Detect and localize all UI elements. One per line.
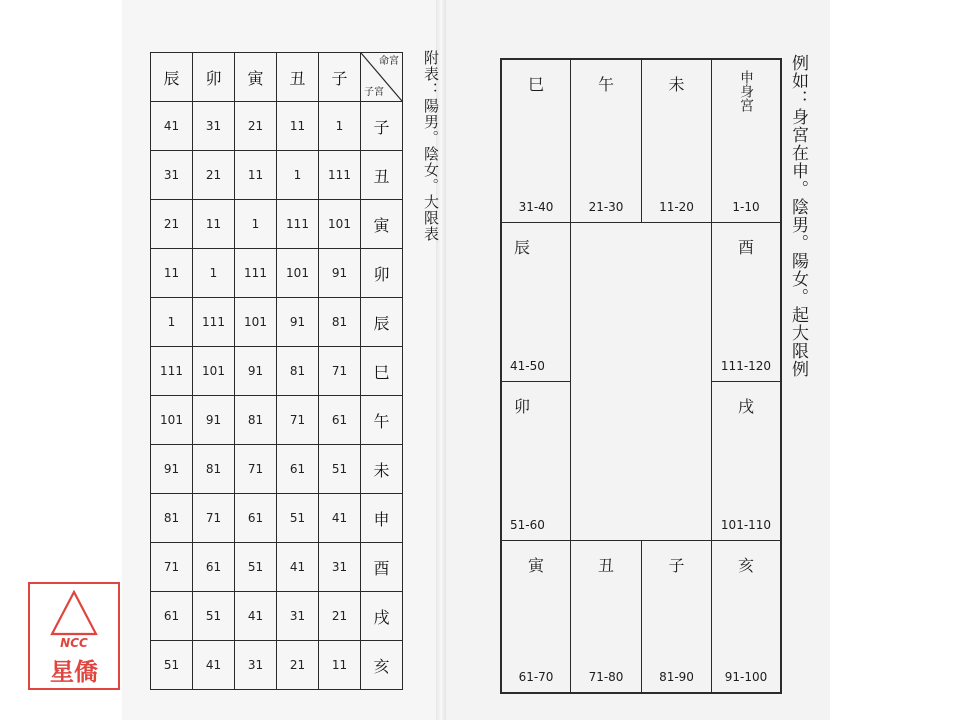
table-cell: 81 [151,494,193,543]
header-cell: 卯 [193,53,235,102]
table-cell: 61 [193,543,235,592]
table-cell: 61 [151,592,193,641]
table-cell: 71 [277,396,319,445]
table-cell: 91 [151,445,193,494]
table-cell: 31 [319,543,361,592]
palace-branch: 亥 [737,556,754,575]
palace-range: 41-50 [510,359,545,373]
table-row [151,347,403,396]
row-branch-label: 丑 [361,151,403,200]
table-cell: 31 [277,592,319,641]
header-cell: 丑 [277,53,319,102]
table-cell: 111 [235,249,277,298]
corner-label-bottom: 子宮 [364,87,384,98]
table-cell: 61 [319,396,361,445]
palace-branch: 酉 [737,238,754,257]
palace-wei [641,59,712,223]
table-cell: 111 [193,298,235,347]
table-cell: 1 [319,102,361,151]
table-cell: 1 [151,298,193,347]
palace-branch: 子 [668,556,685,575]
table-cell: 81 [319,298,361,347]
header-cell: 子 [319,53,361,102]
right-caption: 例如：身宮在申。陰男。陽女。起大限例 [788,54,808,378]
palace-branch: 丑 [597,556,614,575]
table-cell: 91 [277,298,319,347]
palace-chen [501,222,571,382]
palace-range: 71-80 [588,670,624,684]
watermark-stamp [28,582,120,690]
palace-you [711,222,781,382]
palace-si [501,59,571,223]
palace-branch: 戌 [737,397,754,416]
palace-range: 81-90 [659,670,694,684]
row-branch-label: 午 [361,396,403,445]
table-cell: 31 [151,151,193,200]
row-branch-label: 寅 [361,200,403,249]
table-cell: 61 [277,445,319,494]
table-cell: 1 [193,249,235,298]
palace-range: 11-20 [659,200,694,214]
da-xian-table [150,52,403,690]
table-cell: 31 [235,641,277,690]
table-cell: 71 [151,543,193,592]
palace-branch: 辰 [514,238,531,257]
table-cell: 1 [277,151,319,200]
table-cell: 41 [193,641,235,690]
palace-branch: 未 [668,75,685,94]
table-row [151,249,403,298]
palace-branch: 寅 [527,556,544,575]
table-cell: 91 [193,396,235,445]
table-cell: 81 [277,347,319,396]
table-cell: 91 [319,249,361,298]
palace-range: 61-70 [518,670,554,684]
stamp-brand: NCC [60,636,88,650]
table-cell: 71 [319,347,361,396]
table-row [151,200,403,249]
row-branch-label: 巳 [361,347,403,396]
table-cell: 21 [235,102,277,151]
row-branch-label: 辰 [361,298,403,347]
table-cell: 41 [319,494,361,543]
table-cell: 81 [193,445,235,494]
palace-range: 21-30 [588,200,624,214]
table-row [151,592,403,641]
table-cell: 101 [193,347,235,396]
palace-zi [641,540,712,693]
palace-chou [570,540,642,693]
table-cell: 111 [151,347,193,396]
palace-range: 31-40 [518,200,554,214]
palace-yin [501,540,571,693]
table-row [151,641,403,690]
corner-header-cell [361,53,403,102]
table-cell: 11 [193,200,235,249]
table-cell: 71 [235,445,277,494]
row-branch-label: 戌 [361,592,403,641]
table-cell: 21 [151,200,193,249]
table-cell: 111 [277,200,319,249]
table-cell: 61 [235,494,277,543]
table-cell: 21 [277,641,319,690]
table-cell: 101 [235,298,277,347]
table-cell: 41 [235,592,277,641]
row-branch-label: 卯 [361,249,403,298]
table-cell: 101 [319,200,361,249]
row-branch-label: 申 [361,494,403,543]
table-cell: 11 [235,151,277,200]
table-row [151,445,403,494]
header-cell: 寅 [235,53,277,102]
row-branch-label: 酉 [361,543,403,592]
table-row [151,298,403,347]
table-cell: 1 [235,200,277,249]
palace-branch: 卯 [514,397,531,416]
table-cell: 31 [193,102,235,151]
row-branch-label: 子 [361,102,403,151]
table-cell: 101 [277,249,319,298]
table-row [151,494,403,543]
example-chart [500,58,782,694]
table-cell: 81 [235,396,277,445]
table-cell: 51 [277,494,319,543]
table-row [151,102,403,151]
triangle-logo-icon [30,584,118,644]
stamp-name: 星僑 [50,658,98,686]
corner-label-top: 命宮 [379,56,399,67]
palace-branch: 申身宮 [738,70,754,112]
table-cell: 111 [319,151,361,200]
palace-range: 101-110 [720,518,772,532]
table-cell: 71 [193,494,235,543]
palace-range: 1-10 [732,200,760,214]
palace-range: 91-100 [724,670,768,684]
table-row [151,543,403,592]
table-cell: 41 [151,102,193,151]
table-cell: 11 [151,249,193,298]
table-cell: 21 [319,592,361,641]
palace-hai [711,540,781,693]
table-body [151,102,403,690]
table-cell: 51 [151,641,193,690]
table-cell: 51 [235,543,277,592]
palace-wu [570,59,642,223]
palace-range: 111-120 [720,359,772,373]
palace-mao [501,381,571,541]
table-header-row [151,53,403,102]
table-cell: 101 [151,396,193,445]
row-branch-label: 未 [361,445,403,494]
table-row [151,396,403,445]
table-cell: 51 [193,592,235,641]
table-cell: 11 [277,102,319,151]
table-cell: 91 [235,347,277,396]
left-caption: 附表：陽男。陰女。大限表 [422,50,440,242]
table-row [151,151,403,200]
table-cell: 41 [277,543,319,592]
header-cell: 辰 [151,53,193,102]
palace-branch: 午 [597,75,614,94]
palace-shen [711,59,781,223]
row-branch-label: 亥 [361,641,403,690]
table-cell: 21 [193,151,235,200]
table-cell: 51 [319,445,361,494]
table-cell: 11 [319,641,361,690]
palace-range: 51-60 [510,518,545,532]
palace-branch: 巳 [527,75,544,94]
palace-xu [711,381,781,541]
